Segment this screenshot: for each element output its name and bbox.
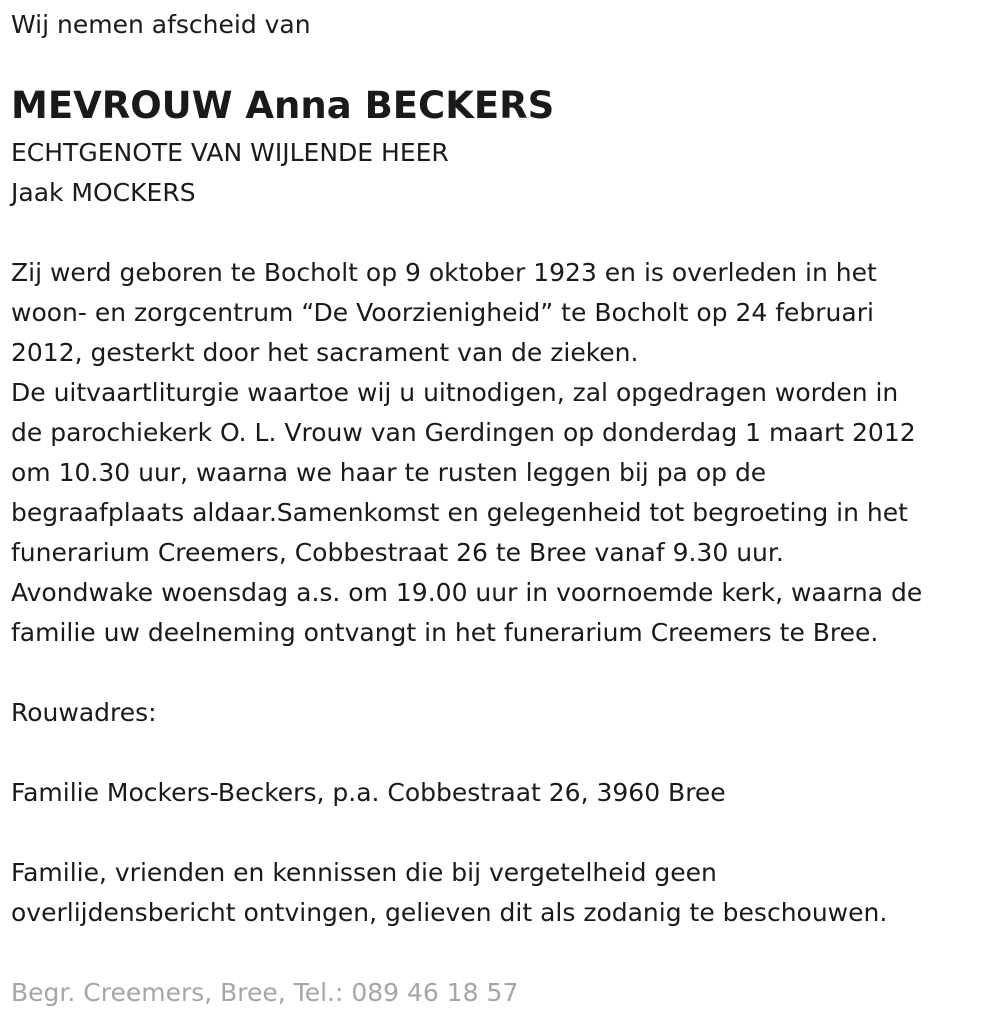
spouse-relation: ECHTGENOTE VAN WIJLENDE HEER (11, 138, 449, 167)
notice-line: Familie, vrienden en kennissen die bij vergetelheid geen (11, 858, 717, 887)
announcement-body (11, 253, 922, 653)
mourning-address-label: Rouwadres: (11, 698, 157, 727)
mourning-address: Familie Mockers-Beckers, p.a. Cobbestraat 26, 3960 Bree (11, 778, 726, 807)
spouse-name: Jaak MOCKERS (11, 178, 196, 207)
funeral-home-footer: Begr. Creemers, Bree, Tel.: 089 46 18 57 (11, 978, 519, 1007)
deceased-name: MEVROUW Anna BECKERS (11, 84, 555, 127)
body-line: woon- en zorgcentrum “De Voorzienigheid” te Bocholt op 24 februari (11, 298, 874, 327)
spouse-block (11, 133, 449, 213)
body-line: begraafplaats aldaar.Samenkomst en gelegenheid tot begroeting in het (11, 498, 908, 527)
body-line: Avondwake woensdag a.s. om 19.00 uur in voornoemde kerk, waarna de (11, 578, 923, 607)
notice-block (11, 853, 887, 933)
body-line: funerarium Creemers, Cobbestraat 26 te Bree vanaf 9.30 uur. (11, 538, 784, 567)
body-line: familie uw deelneming ontvangt in het funerarium Creemers te Bree. (11, 618, 879, 647)
body-line: Zij werd geboren te Bocholt op 9 oktober 1923 en is overleden in het (11, 258, 877, 287)
intro-text: Wij nemen afscheid van (11, 10, 311, 39)
notice-line: overlijdensbericht ontvingen, gelieven dit als zodanig te beschouwen. (11, 898, 888, 927)
body-line: 2012, gesterkt door het sacrament van de zieken. (11, 338, 639, 367)
body-line: de parochiekerk O. L. Vrouw van Gerdingen op donderdag 1 maart 2012 (11, 418, 916, 447)
body-line: om 10.30 uur, waarna we haar te rusten leggen bij pa op de (11, 458, 767, 487)
body-line: De uitvaartliturgie waartoe wij u uitnodigen, zal opgedragen worden in (11, 378, 899, 407)
